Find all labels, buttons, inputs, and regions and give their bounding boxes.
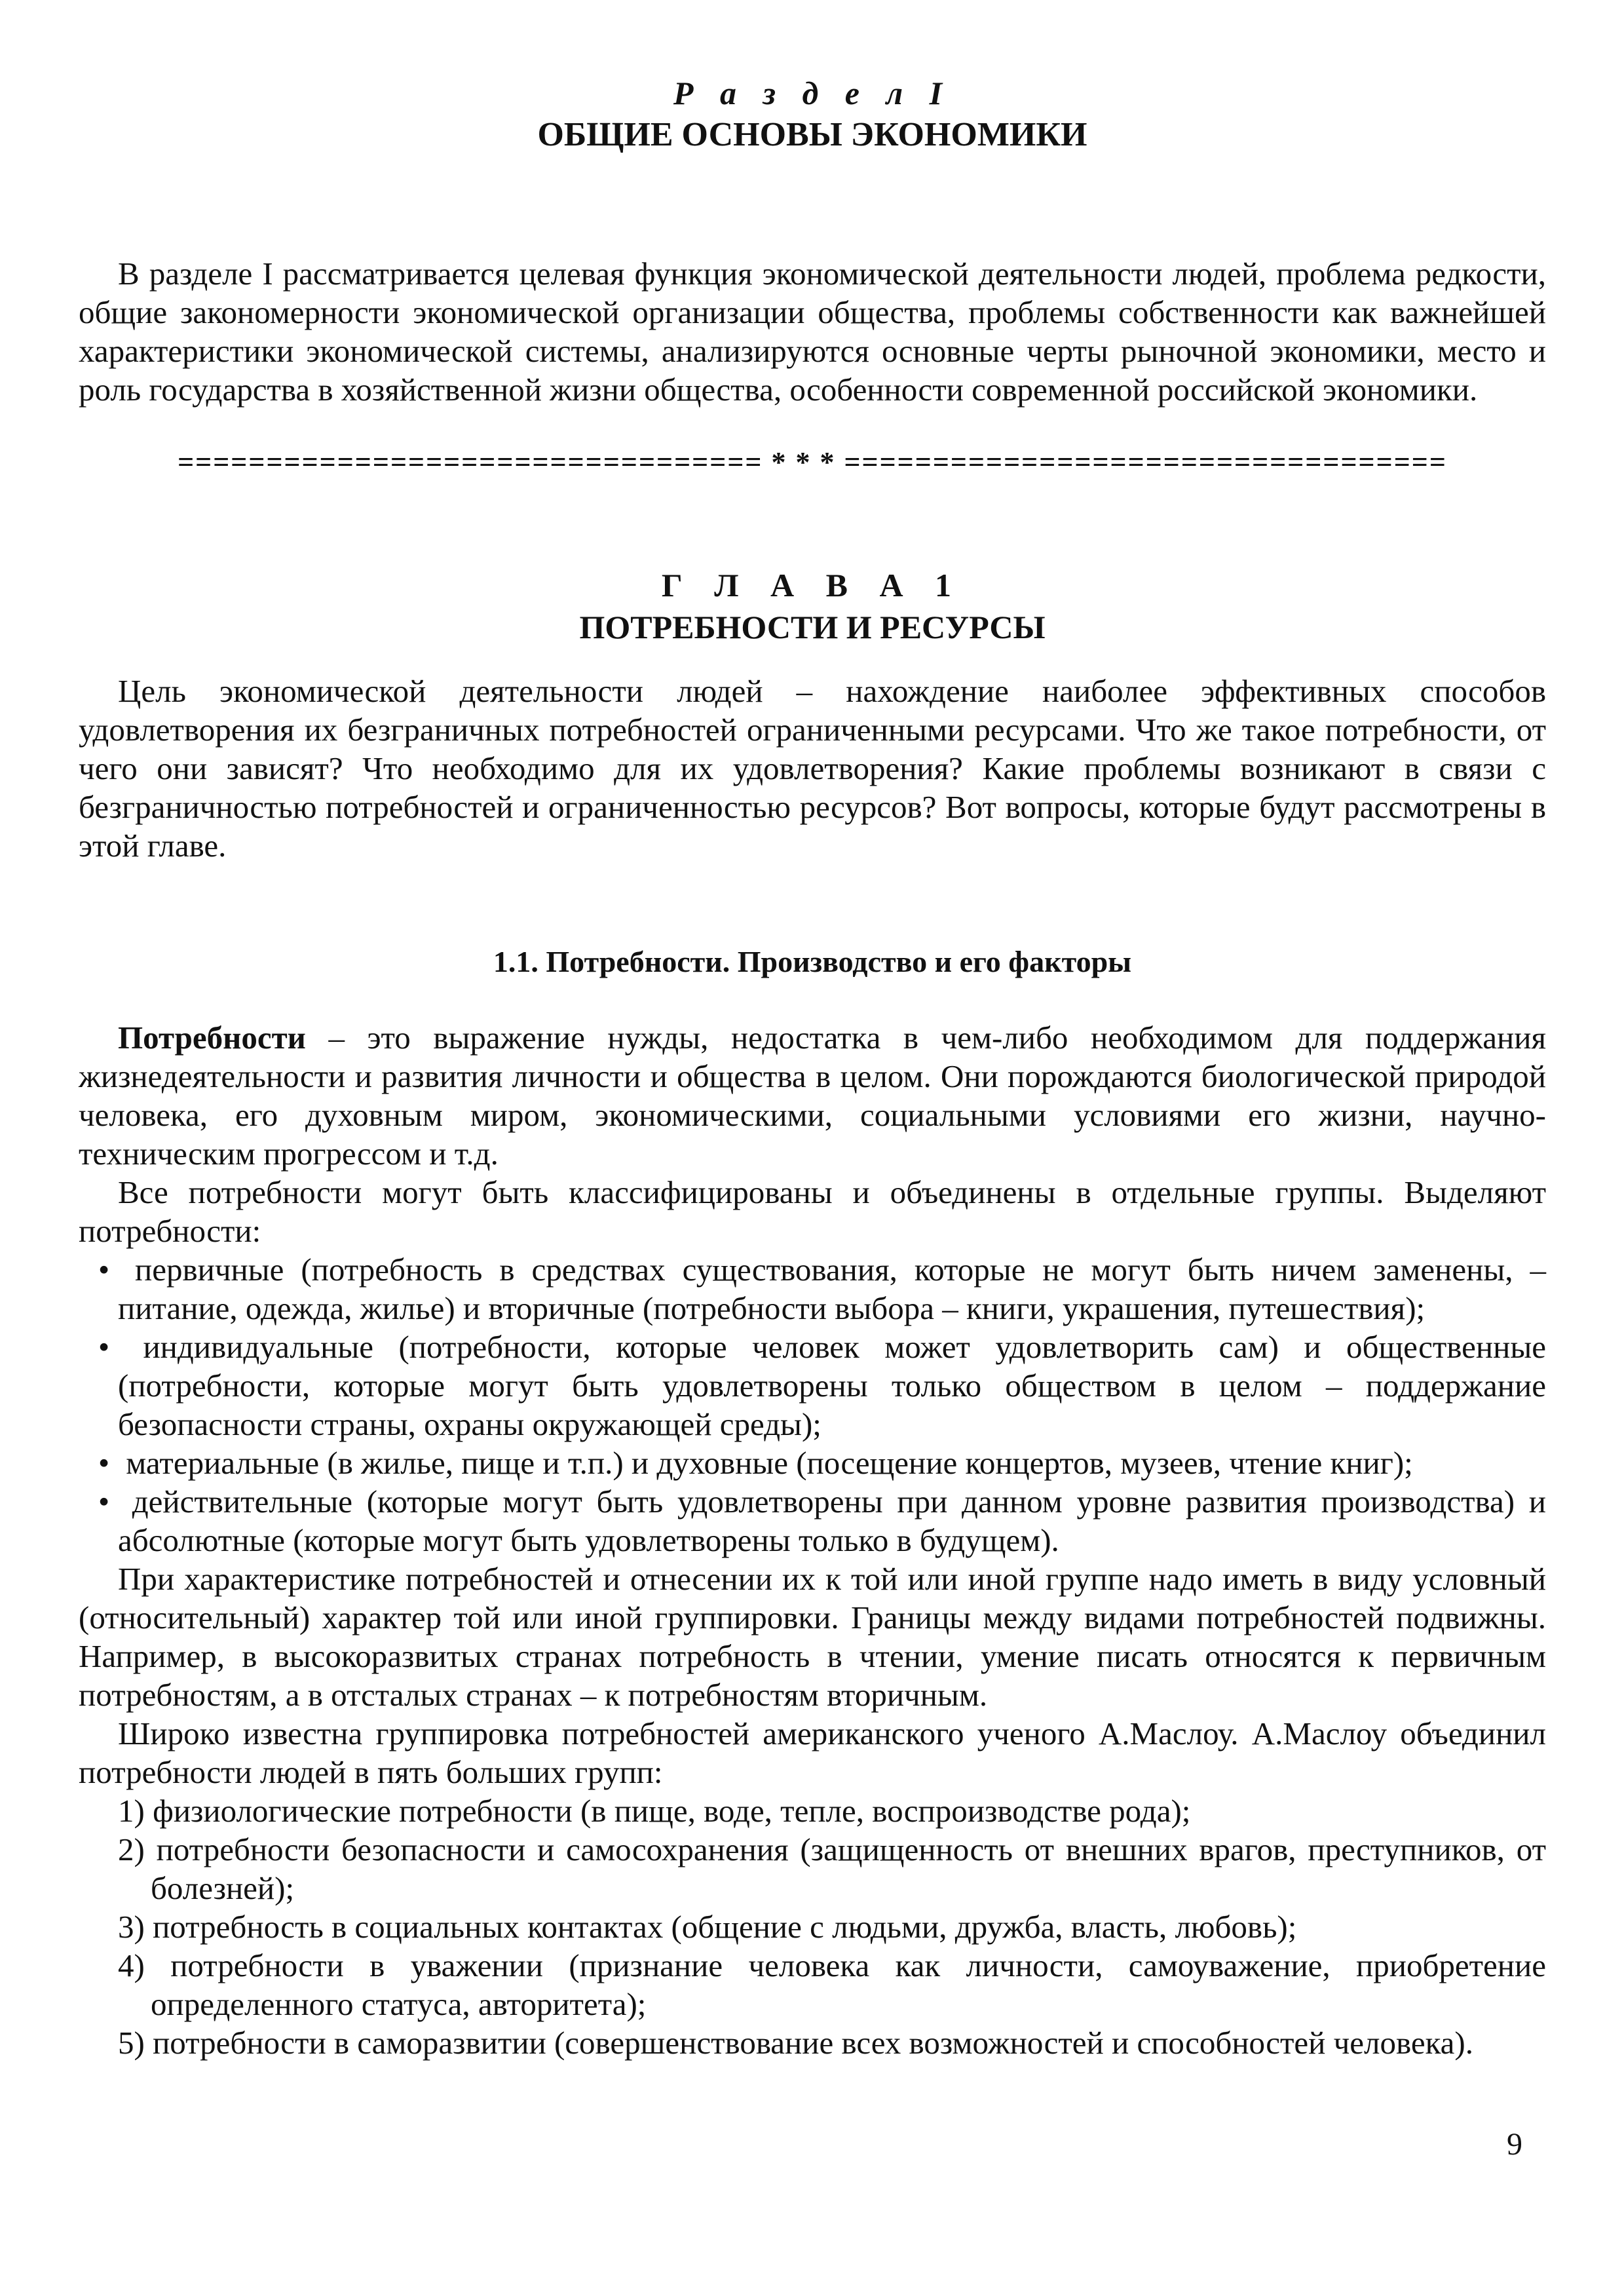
list-item bbox=[79, 1444, 1546, 1482]
list-item-text: потребность в социальных контактах (общение с людьми, дружба, власть, любовь); bbox=[153, 1909, 1297, 1945]
list-item bbox=[79, 1482, 1546, 1559]
bullet-marker: • bbox=[98, 1252, 110, 1288]
maslow-list bbox=[79, 1791, 1546, 2062]
list-number: 2) bbox=[118, 1831, 145, 1867]
chapter-title: ПОТРЕБНОСТИ И РЕСУРСЫ bbox=[579, 609, 1046, 645]
list-item bbox=[79, 1907, 1546, 1946]
definition-paragraph bbox=[79, 1018, 1546, 1173]
maslow-intro: Широко известна группировка потребностей американского ученого А.Маслоу. А.Маслоу объединил потребности людей в пять больших групп: bbox=[79, 1715, 1546, 1790]
list-item bbox=[79, 1946, 1546, 2023]
chapter-intro: Цель экономической деятельности людей – нахождение наиболее эффективных способов удовлетворения их безграничных потребностей ограниченными ресурсами. Что же такое потребности, от чего они зависят? Что необходимо для их удовлетворения? Какие проблемы возникают в связи с безграничностью потребностей и ограниченностью ресурсов? Вот вопросы, которые будут рассмотрены в этой главе. bbox=[79, 673, 1546, 864]
classification-intro: Все потребности могут быть классифицированы и объединены в отдельные группы. Выделяют потребности: bbox=[79, 1174, 1546, 1249]
list-number: 4) bbox=[118, 1947, 145, 1983]
definition-term: Потребности bbox=[118, 1020, 306, 1056]
list-item-text: физиологические потребности (в пище, воде, тепле, воспроизводстве рода); bbox=[153, 1793, 1191, 1829]
bullet-marker: • bbox=[98, 1329, 110, 1365]
bullet-marker: • bbox=[98, 1483, 110, 1520]
list-item-text: потребности в саморазвитии (совершенствование всех возможностей и способностей человека). bbox=[153, 2025, 1473, 2061]
section-label: Р а з д е л I bbox=[673, 75, 952, 111]
section-title: ОБЩИЕ ОСНОВЫ ЭКОНОМИКИ bbox=[537, 116, 1087, 153]
classification-list bbox=[79, 1250, 1546, 1559]
list-number: 3) bbox=[118, 1909, 145, 1945]
list-number: 1) bbox=[118, 1793, 145, 1829]
section-intro: В разделе I рассматривается целевая функция экономической деятельности людей, проблема редкости, общие закономерности экономической организации общества, проблемы собственности как важнейшей характеристики экономической системы, анализируются основные черты рыночной экономики, место и роль государства в хозяйственной жизни общества, особенности современной российской экономики. bbox=[79, 256, 1546, 408]
subsection-title: 1.1. Потребности. Производство и его факторы bbox=[493, 945, 1132, 978]
list-item-text: первичные (потребность в средствах существования, которые не могут быть ничем заменены, – питание, одежда, жилье) и вторичные (потребности выбора – книги, украшения, путешествия); bbox=[118, 1252, 1546, 1326]
list-number: 5) bbox=[118, 2025, 145, 2061]
list-item bbox=[79, 1328, 1546, 1444]
list-item-text: действительные (которые могут быть удовлетворены при данном уровне развития производства) и абсолютные (которые могут быть удовлетворены только в будущем). bbox=[118, 1483, 1546, 1558]
list-item bbox=[79, 1830, 1546, 1907]
page-number: 9 bbox=[1507, 2127, 1522, 2162]
document-page bbox=[79, 72, 1546, 2062]
chapter-label: Г Л А В А 1 bbox=[661, 567, 964, 603]
list-item bbox=[79, 2023, 1546, 2062]
bullet-marker: • bbox=[98, 1445, 110, 1481]
list-item-text: материальные (в жилье, пище и т.п.) и духовные (посещение концертов, музеев, чтение книг); bbox=[126, 1445, 1413, 1481]
relative-note: При характеристике потребностей и отнесении их к той или иной группе надо иметь в виду условный (относительный) характер той или иной группировки. Границы между видами потребностей подвижны. Например, в высокоразвитых странах потребность в чтении, умение писать относятся к первичным потребностям, а в отсталых странах – к потребностям вторичным. bbox=[79, 1561, 1546, 1713]
definition-text: – это выражение нужды, недостатка в чем-либо необходимом для поддержания жизнедеятельности и развития личности и общества в целом. Они порождаются биологической природой человека, его духовным миром, экономическими, социальными условиями его жизни, научно-техническим прогрессом и т.д. bbox=[79, 1020, 1546, 1172]
list-item bbox=[79, 1250, 1546, 1328]
list-item-text: потребности безопасности и самосохранения (защищенность от внешних врагов, преступников, от болезней); bbox=[151, 1831, 1546, 1906]
list-item bbox=[79, 1791, 1546, 1830]
list-item-text: потребности в уважении (признание человека как личности, самоуважение, приобретение определенного статуса, авторитета); bbox=[151, 1947, 1546, 2022]
list-item-text: индивидуальные (потребности, которые человек может удовлетворить сам) и общественные (потребности, которые могут быть удовлетворены только обществом в целом – поддержание безопасности страны, охраны окружающей среды); bbox=[118, 1329, 1547, 1442]
section-divider: ================================= * * * ================================== bbox=[178, 446, 1447, 478]
